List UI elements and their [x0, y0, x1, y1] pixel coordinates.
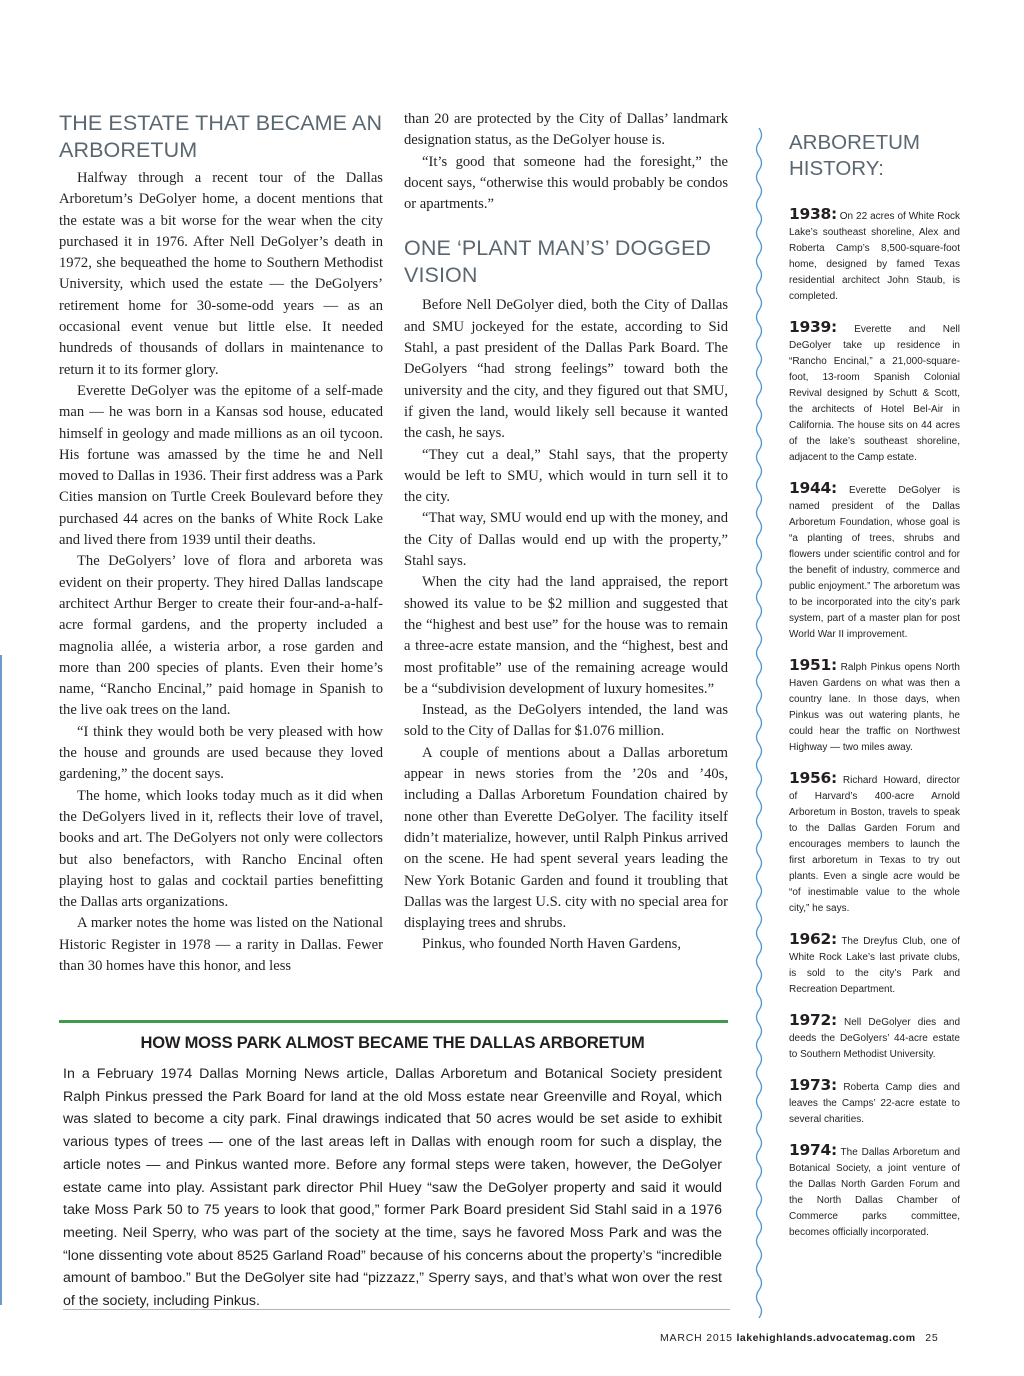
page-footer	[660, 1332, 939, 1344]
timeline-year: 1974:	[789, 1141, 837, 1159]
timeline-text: Roberta Camp dies and leaves the Camps’ 22-acre estate to several charities.	[789, 1082, 960, 1125]
timeline-text: Ralph Pinkus opens North Haven Gardens on what was then a country lane. In those days, when Pinkus was out watering plants, he could hear the traffic on Northwest Highway — two miles away.	[789, 662, 960, 753]
timeline-text: The Dallas Arboretum and Botanical Society, a joint venture of the Dallas North Garden Forum and the North Dallas Chamber of Commerce parks committee, becomes officially incorporated.	[789, 1147, 960, 1238]
box-body: In a February 1974 Dallas Morning News article, Dallas Arboretum and Botanical Society president Ralph Pinkus pressed the Park Board for land at the old Moss estate near Greenville and Royal, which was slated to become a city park. Final drawings indicated that 50 acres would be set aside to exhibit various types of trees — one of the last areas left in Dallas with enough room for such a display, the article notes — and Pinkus wanted more. Before any formal steps were taken, however, the DeGolyer estate came into play. Assistant park director Phil Huey “saw the DeGolyer property and said it would take Moss Park 50 to 75 years to look that good,” former Park Board president Sid Stahl said in a 1976 meeting. Neil Sperry, who was part of the society at the time, says he favored Moss Park and was the “lone dissenting vote about 8525 Garland Road” because of his concerns about the property’s “incredible amount of bamboo.” But the DeGolyer site had “pizzazz,” Sperry says, and that’s what won over the rest of the society, including Pinkus.	[63, 1066, 722, 1310]
paragraph: “It’s good that someone had the foresight,” the docent says, “otherwise this would probably be condos or apartments.”	[404, 153, 728, 213]
timeline-item	[789, 1142, 960, 1241]
paragraph: Halfway through a recent tour of the Dallas Arboretum’s DeGolyer home, a docent mentions that the estate was a bit worse for the wear when the city purchased it in 1976. After Nell DeGolyer’s death in 1972, she bequeathed the home to Southern Methodist University, which used the estate — the DeGolyers’ retirement home for 30-some-odd years — as an occasional event venue but little else. It needed hundreds of thousands of dollars in maintenance to return it to its former glory.	[59, 170, 383, 378]
column-2-body-bottom	[404, 295, 728, 955]
article-column-2	[404, 109, 728, 956]
timeline-text: The Dreyfus Club, one of White Rock Lake’s last private clubs, is sold to the city’s Park and Recreation Department.	[789, 936, 960, 995]
timeline-text: On 22 acres of White Rock Lake’s southeast shoreline, Alex and Roberta Camp’s 8,500-square-foot home, designed by famed Texas residential architect John Staub, is completed.	[789, 211, 961, 302]
paragraph: A couple of mentions about a Dallas arboretum appear in news stories from the ’20s and ’40s, including a Dallas Arboretum Foundation chaired by none other than Everette DeGolyer. The facility itself didn’t materialize, however, until Ralph Pinkus arrived on the scene. He had spent several years leading the New York Botanic Garden and found it troubling that Dallas was the largest U.S. city with no special area for displaying trees and shrubs.	[404, 744, 728, 932]
timeline-item	[789, 319, 960, 466]
column-1-body	[59, 168, 383, 977]
footer-page-number: 25	[925, 1332, 939, 1344]
timeline-year: 1939:	[789, 318, 837, 336]
paragraph: than 20 are protected by the City of Dallas’ landmark designation status, as the DeGolyer house is.	[404, 111, 728, 149]
heading-plant-man: ONE ‘PLANT MAN’S’ DOGGED VISION	[404, 236, 712, 288]
paragraph: The DeGolyers’ love of flora and arboreta was evident on their property. They hired Dallas landscape architect Arthur Berger to create their four-and-a-half-acre formal gardens, and the property included a magnolia allée, a wisteria arbor, a rose garden and more than 200 species of plants. Even their home’s name, “Rancho Encinal,” paid homage in Spanish to the live oak trees on the land.	[59, 553, 383, 719]
timeline-item	[789, 770, 960, 917]
timeline-text: Everette and Nell DeGolyer take up residence in “Rancho Encinal,” a 21,000-square-foot, 13-room Spanish Colonial Revival designed by Schutt & Scott, the architects of Hotel Bel-Air in California. The house sits on 44 acres of the lake’s southeast shoreline, adjacent to the Camp estate.	[789, 324, 961, 463]
timeline-year: 1938:	[789, 205, 837, 223]
timeline-text: Nell DeGolyer dies and deeds the DeGolyers’ 44-acre estate to Southern Methodist University.	[789, 1017, 961, 1060]
article-column-1	[59, 110, 383, 977]
paragraph: Instead, as the DeGolyers intended, the land was sold to the City of Dallas for $1.076 million.	[404, 702, 728, 740]
footer-site: lakehighlands.advocatemag.com	[736, 1332, 916, 1344]
timeline-year: 1962:	[789, 930, 837, 948]
timeline-item	[789, 931, 960, 998]
timeline-year: 1944:	[789, 479, 837, 497]
timeline-item	[789, 657, 960, 756]
paragraph: When the city had the land appraised, the report showed its value to be $2 million and suggested that the “highest and best use” for the house was to remain a three-acre estate mansion, and the “highest, best and most profitable” use of the remaining acreage would be a “subdivision development of luxury homesites.”	[404, 574, 728, 697]
timeline-item	[789, 480, 960, 643]
box-top-rule	[59, 1020, 728, 1023]
sidebar-title: ARBORETUM HISTORY:	[789, 131, 920, 180]
timeline-text: Everette DeGolyer is named president of the Dallas Arboretum Foundation, whose goal is “a planting of trees, shrubs and flowers under scientific control and for the benefit of industry, commerce and public enjoyment.” The arboretum was to be incorporated into the city’s park system, part of a master plan for post World War II improvement.	[789, 485, 960, 640]
timeline-year: 1956:	[789, 769, 837, 787]
moss-park-box	[63, 1034, 722, 1313]
heading-estate: THE ESTATE THAT BECAME AN ARBORETUM	[59, 111, 383, 162]
timeline-text: Richard Howard, director of Harvard’s 400-acre Arnold Arboretum in Boston, travels to speak to the Dallas Garden Forum and encourages members to launch the first arboretum in Texas to try out plants. Even a single acre would be “of inestimable value to the whole city,” he says.	[789, 775, 960, 914]
left-margin-line	[0, 655, 2, 1305]
column-2-body-top	[404, 109, 728, 215]
paragraph: Everette DeGolyer was the epitome of a self-made man — he was born in a Kansas sod house, educated himself in geology and made millions as an oil tycoon. His fortune was amassed by the time he and Nell moved to Dallas in 1936. Their first address was a Park Cities mansion on Turtle Creek Boulevard before they purchased 44 acres on the banks of White Rock Lake and lived there from 1939 until their deaths.	[59, 382, 383, 549]
timeline-item	[789, 206, 960, 305]
timeline-year: 1973:	[789, 1076, 837, 1094]
paragraph: Before Nell DeGolyer died, both the City of Dallas and SMU jockeyed for the estate, according to Sid Stahl, a past president of the Dallas Park Board. The DeGolyers “had strong feelings” toward both the university and the city, and they figured out that SMU, if given the land, would likely sell because it wanted the cash, he says.	[404, 297, 728, 442]
timeline-year: 1972:	[789, 1011, 837, 1029]
paragraph: “That way, SMU would end up with the money, and the City of Dallas would end up with the property,” Stahl says.	[404, 510, 728, 570]
paragraph: A marker notes the home was listed on the National Historic Register in 1978 — a rarity in Dallas. Fewer than 30 homes have this honor, and less	[59, 915, 383, 974]
footer-date: MARCH 2015	[660, 1332, 733, 1344]
timeline-list	[789, 206, 960, 1241]
timeline-year: 1951:	[789, 656, 837, 674]
timeline-item	[789, 1012, 960, 1063]
box-bottom-rule	[63, 1309, 730, 1310]
arboretum-history-sidebar	[789, 130, 960, 1255]
paragraph: Pinkus, who founded North Haven Gardens,	[422, 936, 681, 953]
paragraph: The home, which looks today much as it did when the DeGolyers lived in it, reflects their love of travel, books and art. The DeGolyers not only were collectors but also benefactors, with Rancho Encinal often playing host to galas and cocktail parties benefitting the Dallas arts organizations.	[59, 787, 383, 911]
paragraph: “They cut a deal,” Stahl says, that the property would be left to SMU, which would in turn sell it to the city.	[404, 446, 728, 506]
wavy-divider	[752, 128, 766, 1328]
paragraph: “I think they would both be very pleased with how the house and grounds are used because they loved gardening,” the docent says.	[59, 723, 383, 783]
box-title: HOW MOSS PARK ALMOST BECAME THE DALLAS ARBORETUM	[140, 1034, 645, 1052]
timeline-item	[789, 1077, 960, 1128]
